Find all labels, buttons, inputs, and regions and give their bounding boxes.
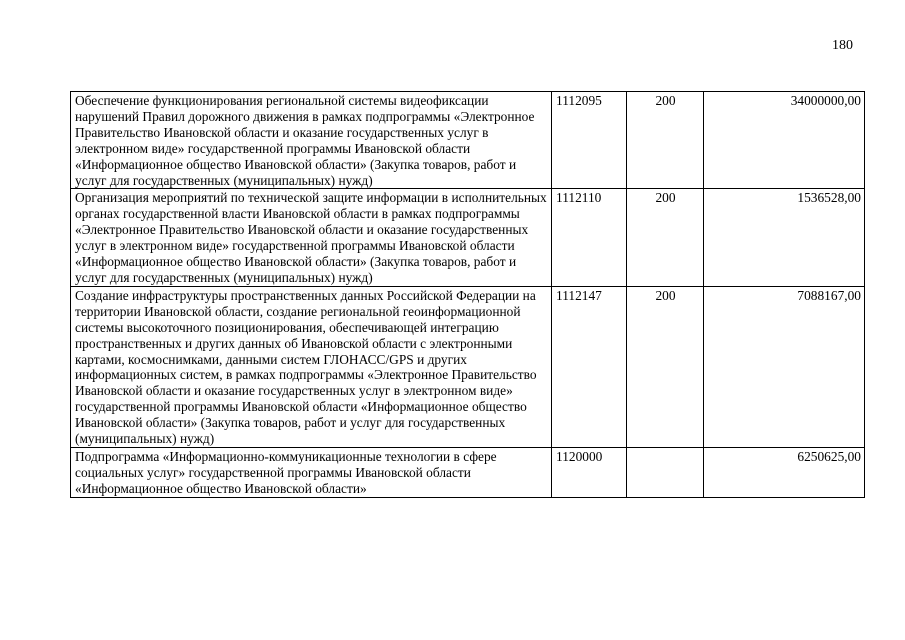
amount-cell: 7088167,00 xyxy=(704,286,865,447)
amount-cell: 6250625,00 xyxy=(704,447,865,497)
expense-name-cell: Подпрограмма «Информационно-коммуникационные технологии в сфере социальных услуг» государственной программы Ивановской области «Информационное общество Ивановской области» xyxy=(71,447,552,497)
target-article-code-cell: 1120000 xyxy=(552,447,627,497)
table-row xyxy=(71,189,865,286)
expense-type-cell: 200 xyxy=(627,189,704,286)
target-article-code-cell: 1112095 xyxy=(552,92,627,189)
budget-table xyxy=(70,91,865,498)
expense-type-cell: 200 xyxy=(627,92,704,189)
table-row xyxy=(71,447,865,497)
target-article-code-cell: 1112110 xyxy=(552,189,627,286)
table-row xyxy=(71,92,865,189)
amount-cell: 1536528,00 xyxy=(704,189,865,286)
amount-cell: 34000000,00 xyxy=(704,92,865,189)
expense-type-cell: 200 xyxy=(627,286,704,447)
table-row xyxy=(71,286,865,447)
expense-name-cell: Организация мероприятий по технической защите информации в исполнительных органах государственной власти Ивановской области в рамках подпрограммы «Электронное Правительство Ивановской области и оказание государственных услуг в электронном виде» государственной программы Ивановской области «Информационное общество Ивановской области» (Закупка товаров, работ и услуг для государственных (муниципальных) нужд) xyxy=(71,189,552,286)
expense-name-cell: Создание инфраструктуры пространственных данных Российской Федерации на территории Ивановской области, создание региональной геоинформационной системы высокоточного позиционирования, обеспечивающей интеграцию пространственных и других данных об Ивановской области с электронными картами, космоснимками, данными систем ГЛОНАСС/GPS и других информационных систем, в рамках подпрограммы «Электронное Правительство Ивановской области и оказание государственных услуг в электронном виде» государственной программы Ивановской области «Информационное общество Ивановской области» (Закупка товаров, работ и услуг для государственных (муниципальных) нужд) xyxy=(71,286,552,447)
target-article-code-cell: 1112147 xyxy=(552,286,627,447)
expense-type-cell xyxy=(627,447,704,497)
page-number: 180 xyxy=(832,38,853,53)
expense-name-cell: Обеспечение функционирования региональной системы видеофиксации нарушений Правил дорожного движения в рамках подпрограммы «Электронное Правительство Ивановской области и оказание государственных услуг в электронном виде» государственной программы Ивановской области «Информационное общество Ивановской области» (Закупка товаров, работ и услуг для государственных (муниципальных) нужд) xyxy=(71,92,552,189)
